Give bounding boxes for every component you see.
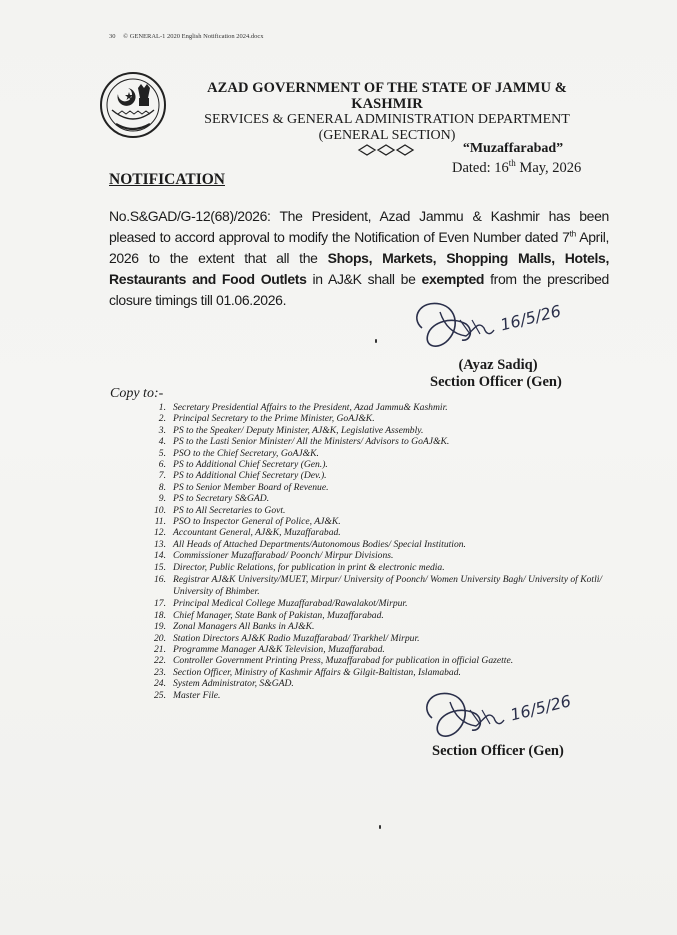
copy-to-label: Copy to:-: [110, 386, 164, 401]
copy-item-number: 6.: [158, 459, 166, 471]
copy-item-text: Section Officer, Ministry of Kashmir Affairs & Gilgit-Baltistan, Islamabad.: [173, 666, 461, 678]
copy-item-number: 14.: [154, 550, 166, 562]
copy-list-item: [130, 459, 610, 470]
copy-list-item: [130, 402, 610, 413]
copy-item-number: 25.: [154, 689, 166, 701]
copy-item-number: 15.: [154, 561, 166, 573]
copy-item-number: 13.: [154, 538, 166, 550]
copy-item-text: Commissioner Muzaffarabad/ Poonch/ Mirpur Divisions.: [173, 550, 394, 562]
copy-item-text: PS to All Secretaries to Govt.: [173, 504, 286, 516]
copy-item-number: 22.: [154, 655, 166, 667]
signer-name: (Ayaz Sadiq): [458, 357, 538, 373]
copy-item-text: Director, Public Relations, for publication in print & electronic media.: [173, 561, 445, 573]
copy-list-item: [130, 482, 610, 493]
copy-item-text: PSO to Inspector General of Police, AJ&K.: [173, 516, 341, 528]
file-header: [109, 33, 263, 40]
copy-item-text: PS to Senior Member Board of Revenue.: [173, 481, 329, 493]
copy-item-text: Programme Manager AJ&K Television, Muzaffarabad.: [173, 644, 385, 656]
copy-item-number: 3.: [158, 424, 166, 436]
copy-item-number: 2.: [158, 413, 166, 425]
copy-item-text: PS to Additional Chief Secretary (Gen.).: [173, 459, 328, 471]
signature-date: 16/5/26: [498, 301, 563, 335]
copy-list-item: [130, 667, 610, 678]
ornament-icon: [357, 144, 417, 156]
place-line: “Muzaffarabad”: [462, 141, 564, 156]
copy-item-text: Controller Government Printing Press, Muzaffarabad for publication in official Gazette.: [173, 655, 514, 667]
copy-list-item: [130, 493, 610, 504]
copy-list: [130, 402, 610, 701]
copy-list-item: [130, 425, 610, 436]
copy-list-item: [130, 527, 610, 538]
copy-list-item: [130, 621, 610, 632]
copy-item-number: 8.: [158, 481, 166, 493]
copy-item-number: 18.: [154, 609, 166, 621]
copy-item-text: Accountant General, AJ&K, Muzaffarabad.: [173, 527, 341, 539]
copy-list-item: [130, 516, 610, 527]
section-name: (GENERAL SECTION): [318, 128, 456, 143]
copy-item-text: Station Directors AJ&K Radio Muzaffarabad/ Trarkhel/ Mirpur.: [173, 632, 420, 644]
ajk-emblem-icon: [98, 70, 168, 140]
copy-item-number: 5.: [158, 447, 166, 459]
copy-item-number: 19.: [154, 621, 166, 633]
copy-item-number: 17.: [154, 598, 166, 610]
notification-title: NOTIFICATION: [109, 171, 225, 188]
copy-item-text: PS to Secretary S&GAD.: [173, 493, 270, 505]
signer-title: Section Officer (Gen): [430, 374, 562, 390]
copy-item-text: PS to the Speaker/ Deputy Minister, AJ&K, Legislative Assembly.: [173, 424, 424, 436]
signature-date-2: 16/5/26: [508, 691, 573, 725]
copy-item-text: Zonal Managers All Banks in AJ&K.: [173, 621, 315, 633]
copy-list-item: [130, 550, 610, 561]
copy-item-text: PSO to the Chief Secretary, GoAJ&K.: [173, 447, 319, 459]
copy-item-text: PS to Additional Chief Secretary (Dev.).: [173, 470, 327, 482]
date-line: Dated: 16th May, 2026: [452, 158, 582, 176]
copy-list-item: [130, 598, 610, 609]
copy-list-item: [130, 470, 610, 481]
copy-item-number: 24.: [154, 678, 166, 690]
copy-item-text: Secretary Presidential Affairs to the President, Azad Jammu& Kashmir.: [173, 402, 448, 413]
copy-item-text: Master File.: [173, 689, 221, 701]
copy-item-number: 10.: [154, 504, 166, 516]
government-name: AZAD GOVERNMENT OF THE STATE OF JAMMU & KASHMIR: [207, 80, 567, 112]
copy-item-number: 16.: [154, 574, 166, 586]
file-name: © GENERAL-1 2020 English Notification 2024.docx: [123, 33, 264, 40]
copy-list-item: [130, 644, 610, 655]
copy-list-item: [130, 562, 610, 573]
page-number: 30: [109, 33, 116, 40]
copy-item-number: 23.: [154, 666, 166, 678]
copy-item-number: 1.: [158, 402, 166, 413]
copy-item-number: 20.: [154, 632, 166, 644]
copy-item-number: 21.: [154, 644, 166, 656]
copy-item-text: Principal Secretary to the Prime Minister, GoAJ&K.: [173, 413, 375, 425]
copy-item-number: 11.: [154, 516, 166, 528]
copy-list-item: [130, 574, 610, 597]
copy-list-item: [130, 633, 610, 644]
notification-body: No.S&GAD/G-12(68)/2026: The President, Azad Jammu & Kashmir has been pleased to accord approval to modify the Notification of Even Number dated 7th April, 2026 to the extent that all the Shops, Markets, Shopping Malls, Hotels, Restaurants and Food Outlets in AJ&K shall be exempted from the prescribed closure timings till 01.06.2026.: [109, 208, 610, 308]
copy-list-item: [130, 448, 610, 459]
copy-item-number: 7.: [158, 470, 166, 482]
copy-item-text: PS to the Lasti Senior Minister/ All the Ministers/ Advisors to GoAJ&K.: [173, 436, 450, 448]
copy-list-item: [130, 655, 610, 666]
stray-mark: [375, 339, 377, 343]
copy-list-item: [130, 610, 610, 621]
copy-list-item: [130, 505, 610, 516]
copy-item-number: 4.: [158, 436, 166, 448]
copy-item-text: Principal Medical College Muzaffarabad/Rawalakot/Mirpur.: [173, 598, 408, 610]
copy-item-number: 9.: [158, 493, 166, 505]
copy-item-text: Registrar AJ&K University/MUET, Mirpur/ University of Poonch/ Women University Bagh/ University of Kotli/ University of Bhimber.: [173, 574, 603, 597]
copy-item-text: System Administrator, S&GAD.: [173, 678, 294, 690]
copy-list-item: [130, 539, 610, 550]
stray-mark-2: [379, 825, 381, 829]
copy-list-item: [130, 413, 610, 424]
copy-item-number: 12.: [154, 527, 166, 539]
copy-list-item: [130, 436, 610, 447]
copy-item-text: Chief Manager, State Bank of Pakistan, Muzaffarabad.: [173, 609, 384, 621]
signer2-title: Section Officer (Gen): [432, 743, 564, 759]
department-name: SERVICES & GENERAL ADMINISTRATION DEPARTMENT: [204, 112, 570, 127]
signature-1: [400, 290, 575, 365]
copy-item-text: All Heads of Attached Departments/Autonomous Bodies/ Special Institution.: [173, 538, 466, 550]
